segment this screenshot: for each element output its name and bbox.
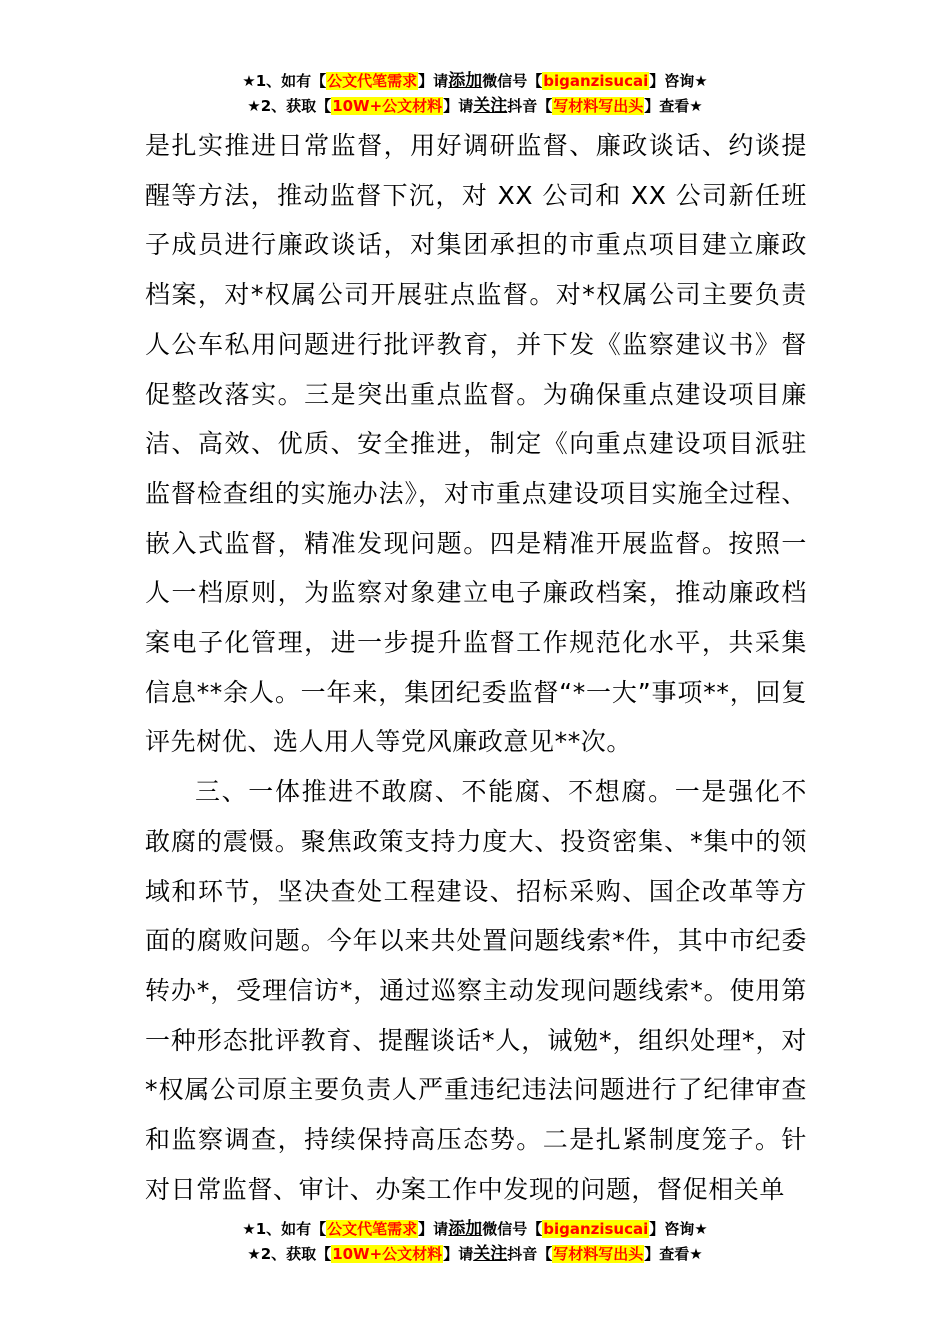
header-banner-line-2 — [0, 94, 950, 119]
banner-text: 抖音【 — [507, 1245, 553, 1263]
banner-underline-follow: 关注 — [473, 96, 508, 116]
banner-highlight-materials: 10W+公文材料 — [332, 1245, 443, 1263]
banner-highlight-wechat-id: biganzisucai — [543, 72, 649, 90]
banner-highlight-douyin: 写材料写出头 — [553, 1245, 644, 1263]
banner-highlight-service: 公文代笔需求 — [327, 72, 418, 90]
header-banner-line-1 — [0, 69, 950, 94]
banner-highlight-materials: 10W+公文材料 — [332, 97, 443, 115]
banner-text: ★2、获取【 — [247, 97, 332, 115]
banner-text: 微信号【 — [482, 1220, 543, 1238]
banner-underline-add: 添加 — [448, 1219, 483, 1239]
banner-text: ★1、如有【 — [242, 1220, 327, 1238]
document-body — [145, 121, 807, 1214]
banner-text: ★1、如有【 — [242, 72, 327, 90]
banner-text: 微信号【 — [482, 72, 543, 90]
banner-text: 】咨询★ — [649, 1220, 708, 1238]
banner-text: 】咨询★ — [649, 72, 708, 90]
banner-text: 】查看★ — [644, 1245, 703, 1263]
footer-banner-line-2 — [0, 1242, 950, 1267]
footer-banner — [0, 1217, 950, 1267]
banner-underline-follow: 关注 — [473, 1244, 508, 1264]
document-paragraph-1: 是扎实推进日常监督，用好调研监督、廉政谈话、约谈提醒等方法，推动监督下沉，对 XX 公司和 XX 公司新任班子成员进行廉政谈话，对集团承担的市重点项目建立廉政档案，对*权属公司开展驻点监督。对*权属公司主要负责人公车私用问题进行批评教育，并下发《监察建议书》督促整改落实。三是突出重点监督。为确保重点建设项目廉洁、高效、优质、安全推进，制定《向重点建设项目派驻监督检查组的实施办法》，对市重点建设项目实施全过程、嵌入式监督，精准发现问题。四是精准开展监督。按照一人一档原则，为监察对象建立电子廉政档案，推动廉政档案电子化管理，进一步提升监督工作规范化水平，共采集信息**余人。一年来，集团纪委监督“*一大”事项**，回复评先树优、选人用人等党风廉政意见**次。 — [145, 131, 807, 757]
banner-text: 】请 — [443, 1245, 474, 1263]
banner-underline-add: 添加 — [448, 71, 483, 91]
banner-text: 】请 — [443, 97, 474, 115]
banner-highlight-service: 公文代笔需求 — [327, 1220, 418, 1238]
header-banner — [0, 69, 950, 119]
document-paragraph-2: 三、一体推进不敢腐、不能腐、不想腐。一是强化不敢腐的震慑。聚焦政策支持力度大、投资密集、*集中的领域和环节，坚决查处工程建设、招标采购、国企改革等方面的腐败问题。今年以来共处置问题线索*件，其中市纪委转办*，受理信访*，通过巡察主动发现问题线索*。使用第一种形态批评教育、提醒谈话*人，诫勉*，组织处理*，对*权属公司原主要负责人严重违纪违法问题进行了纪律审查和监察调查，持续保持高压态势。二是扎紧制度笼子。针对日常监督、审计、办案工作中发现的问题，督促相关单 — [145, 777, 807, 1204]
banner-text: 抖音【 — [507, 97, 553, 115]
banner-highlight-wechat-id: biganzisucai — [543, 1220, 649, 1238]
banner-highlight-douyin: 写材料写出头 — [553, 97, 644, 115]
footer-banner-line-1 — [0, 1217, 950, 1242]
banner-text: 】查看★ — [644, 97, 703, 115]
banner-text: ★2、获取【 — [247, 1245, 332, 1263]
banner-text: 】请 — [418, 1220, 449, 1238]
banner-text: 】请 — [418, 72, 449, 90]
